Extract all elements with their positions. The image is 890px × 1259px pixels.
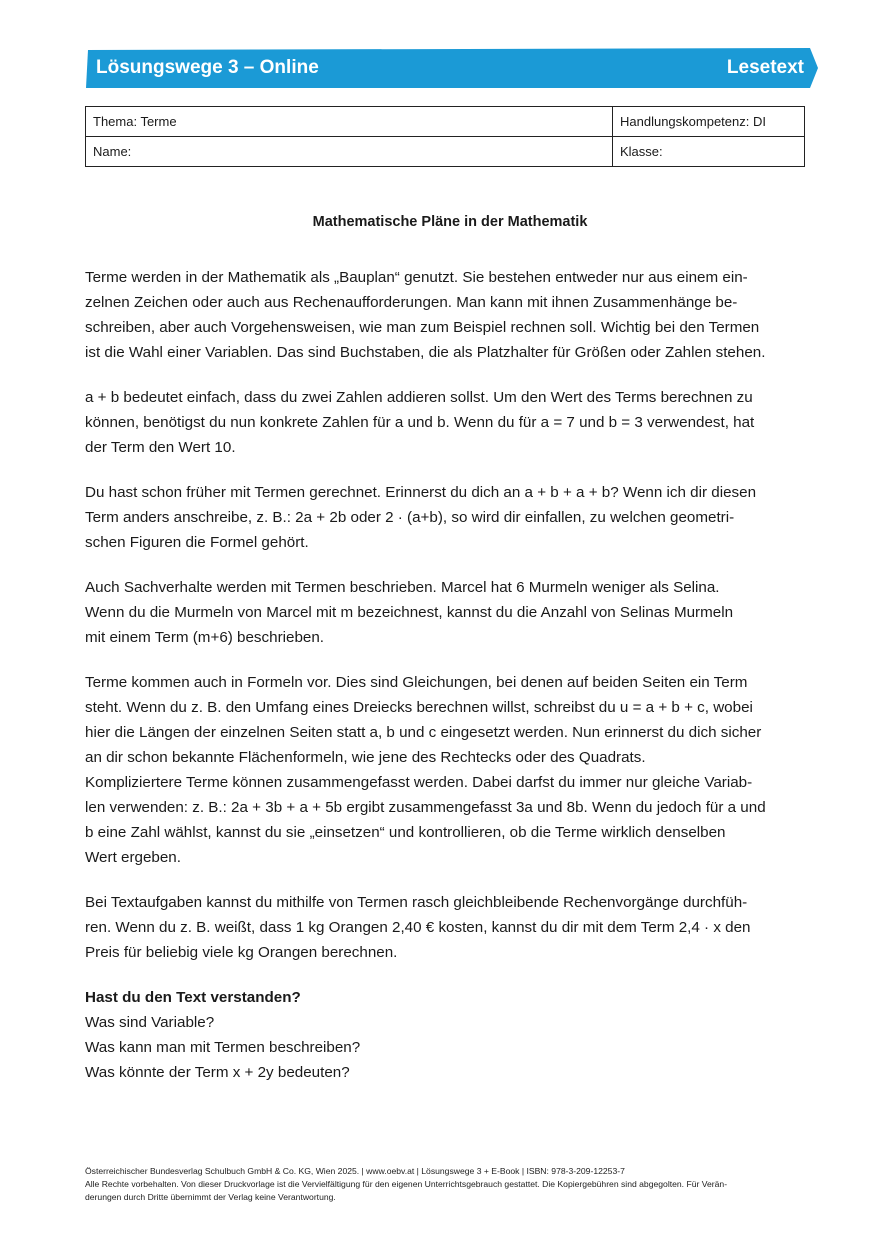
text-line: können, benötigst du nun konkrete Zahlen für a und b. Wenn du für a = 7 und b = 3 verwendest, hat xyxy=(85,414,755,431)
question-item: Was sind Variable? xyxy=(85,1014,215,1031)
text-line: len verwenden: z. B.: 2a + 3b + a + 5b ergibt zusammengefasst 3a und 8b. Wenn du jedoch für a und xyxy=(85,799,766,816)
book-title: Lösungswege 3 – Online xyxy=(96,57,319,78)
name-cell: Name: xyxy=(86,137,613,167)
paragraph-2 xyxy=(85,385,815,460)
text-line: Auch Sachverhalte werden mit Termen beschrieben. Marcel hat 6 Murmeln weniger als Selina. xyxy=(85,579,720,596)
text-line: Terme werden in der Mathematik als „Bauplan“ genutzt. Sie bestehen entweder nur aus einem ein- xyxy=(85,269,748,286)
text-line: mit einem Term (m+6) beschrieben. xyxy=(85,629,325,646)
info-table xyxy=(85,106,805,167)
kompetenz-cell: Handlungskompetenz: DI xyxy=(613,107,805,137)
thema-cell: Thema: Terme xyxy=(86,107,613,137)
question-item: Was könnte der Term x + 2y bedeuten? xyxy=(85,1064,350,1081)
text-line: Term anders anschreibe, z. B.: 2a + 2b oder 2 · (a+b), so wird dir einfallen, zu welchen geometri- xyxy=(85,509,735,526)
text-line: der Term den Wert 10. xyxy=(85,439,236,456)
text-line: zelnen Zeichen oder auch aus Rechenaufforderungen. Man kann mit ihnen Zusammenhänge be- xyxy=(85,294,738,311)
text-line: Kompliziertere Terme können zusammengefasst werden. Dabei darfst du immer nur gleiche Variab- xyxy=(85,774,753,791)
paragraph-1 xyxy=(85,265,815,365)
question-item: Was kann man mit Termen beschreiben? xyxy=(85,1039,361,1056)
reading-text xyxy=(85,265,815,1085)
text-line: Bei Textaufgaben kannst du mithilfe von Termen rasch gleichbleibende Rechenvorgänge durchfüh- xyxy=(85,894,748,911)
paragraph-6 xyxy=(85,890,815,965)
text-line: hier die Längen der einzelnen Seiten statt a, b und c eingesetzt werden. Nun erinnerst du dich sicher xyxy=(85,724,762,741)
text-line: Preis für beliebig viele kg Orangen berechnen. xyxy=(85,944,398,961)
document-type: Lesetext xyxy=(726,57,804,78)
text-line: a + b bedeutet einfach, dass du zwei Zahlen addieren sollst. Um den Wert des Terms berechnen zu xyxy=(85,389,753,406)
text-line: Wenn du die Murmeln von Marcel mit m bezeichnest, kannst du die Anzahl von Selinas Murmeln xyxy=(85,604,734,621)
footer-rights: Alle Rechte vorbehalten. Von dieser Druckvorlage ist die Vervielfältigung für den eigenen Unterrichtsgebrauch gestattet. Die Kopiergebühren sind abgegolten. Für Verän- xyxy=(85,1179,728,1189)
questions-heading: Hast du den Text verstanden? xyxy=(85,989,301,1006)
text-line: ist die Wahl einer Variablen. Das sind Buchstaben, die als Platzhalter für Größen oder Zahlen stehen. xyxy=(85,344,766,361)
header-banner xyxy=(86,48,818,88)
footer xyxy=(85,1165,815,1204)
text-line: schreiben, aber auch Vorgehensweisen, wie man zum Beispiel rechnen soll. Wichtig bei den Termen xyxy=(85,319,760,336)
footer-liability: derungen durch Dritte übernimmt der Verlag keine Verantwortung. xyxy=(85,1192,336,1202)
text-line: schen Figuren die Formel gehört. xyxy=(85,534,309,551)
klasse-cell: Klasse: xyxy=(613,137,805,167)
text-line: steht. Wenn du z. B. den Umfang eines Dreiecks berechnen willst, schreibst du u = a + b + c, wobei xyxy=(85,699,753,716)
page-title: Mathematische Pläne in der Mathematik xyxy=(312,214,588,230)
text-line: b eine Zahl wählst, kannst du sie „einsetzen“ und kontrollieren, ob die Terme wirklich denselben xyxy=(85,824,726,841)
text-line: Terme kommen auch in Formeln vor. Dies sind Gleichungen, bei denen auf beiden Seiten ein Term xyxy=(85,674,748,691)
questions-block xyxy=(85,985,815,1085)
text-line: Du hast schon früher mit Termen gerechnet. Erinnerst du dich an a + b + a + b? Wenn ich dir diesen xyxy=(85,484,757,501)
text-line: ren. Wenn du z. B. weißt, dass 1 kg Orangen 2,40 € kosten, kannst du dir mit dem Term 2,4 · x den xyxy=(85,919,751,936)
paragraph-4 xyxy=(85,575,815,650)
text-line: an dir schon bekannte Flächenformeln, wie jene des Rechtecks oder des Quadrats. xyxy=(85,749,646,766)
paragraph-3 xyxy=(85,480,815,555)
text-line: Wert ergeben. xyxy=(85,849,181,866)
paragraph-5 xyxy=(85,670,815,870)
footer-publisher: Österreichischer Bundesverlag Schulbuch GmbH & Co. KG, Wien 2025. | www.oebv.at | Lösungswege 3 + E-Book | ISBN: 978-3-209-12253-7 xyxy=(85,1166,625,1176)
